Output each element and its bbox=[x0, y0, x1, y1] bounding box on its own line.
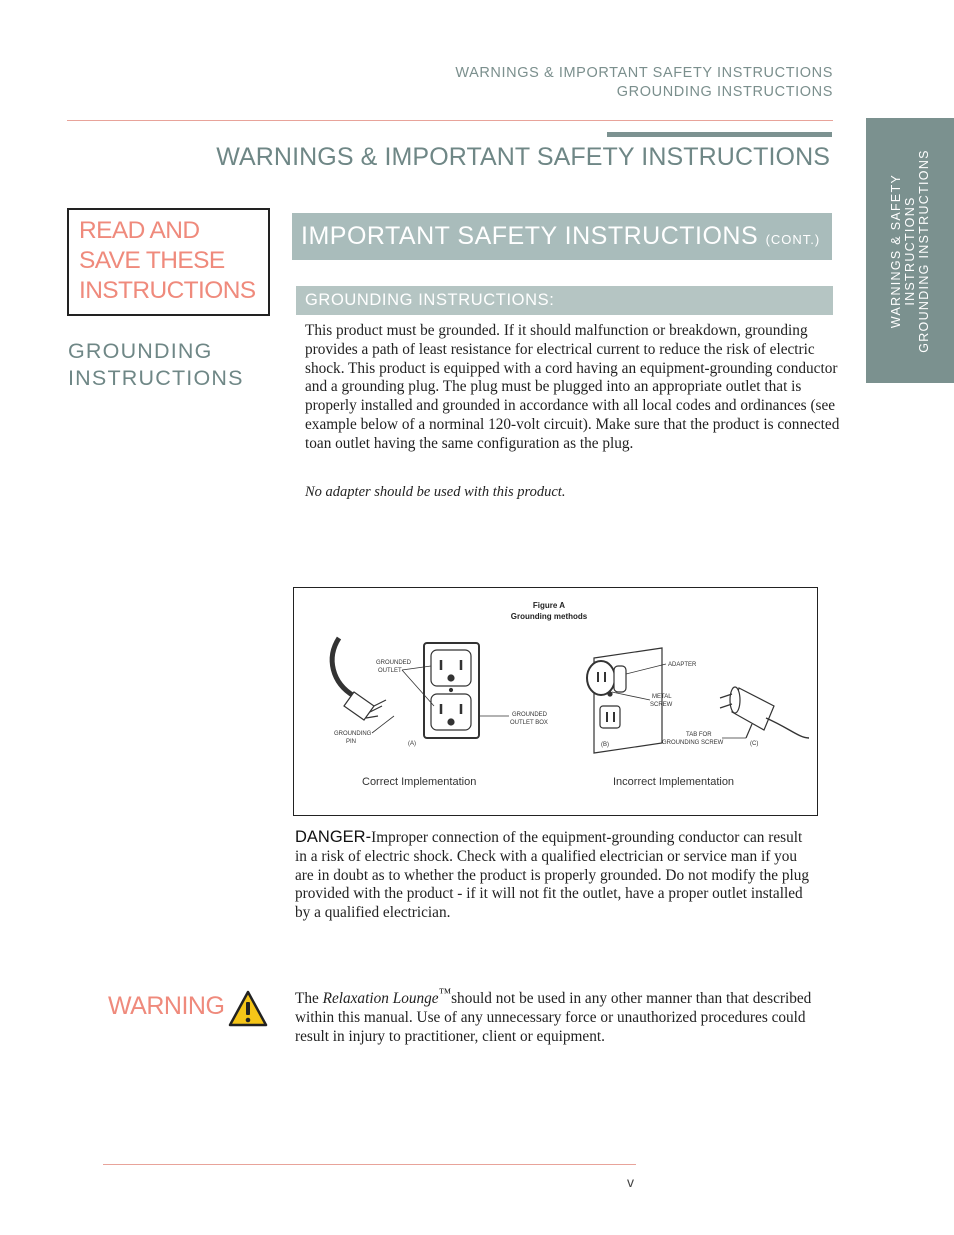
title-accent-bar bbox=[607, 132, 832, 137]
label-grounding-pin-2: PIN bbox=[346, 739, 357, 745]
adapter-plug-icon bbox=[720, 687, 809, 738]
section-suffix: (CONT.) bbox=[765, 232, 821, 247]
side-tab-line3: GROUNDING INSTRUCTIONS bbox=[917, 148, 931, 353]
bottom-rule bbox=[103, 1164, 636, 1165]
danger-text: Improper connection of the equipment-grounding conductor can result in a risk of electric shock. Check with a qualified electrician or service man if you are in doubt as to whether the product is properly grounded. Do not modify the plug provided with the product - if it will not fit the outlet, have a proper outlet installed by a qualified electrician. bbox=[295, 829, 810, 922]
trademark: ™ bbox=[438, 986, 452, 1000]
read-box-line1: READ AND bbox=[79, 217, 200, 244]
left-subheading-line2: INSTRUCTIONS bbox=[68, 366, 244, 390]
left-subheading bbox=[68, 338, 244, 392]
read-and-save-box bbox=[67, 208, 270, 316]
running-header bbox=[455, 64, 833, 102]
wall-outlet-adapter-icon bbox=[587, 648, 662, 753]
grounding-plug-icon bbox=[332, 638, 386, 720]
running-header-line1: WARNINGS & IMPORTANT SAFETY INSTRUCTIONS bbox=[455, 65, 833, 81]
subsection-heading bbox=[296, 286, 833, 315]
side-tab-text bbox=[889, 149, 931, 353]
figure-title-line2: Grounding methods bbox=[510, 612, 588, 621]
label-grounded-outlet: GROUNDED bbox=[376, 660, 412, 666]
running-header-line2: GROUNDING INSTRUCTIONS bbox=[616, 84, 833, 100]
side-tab bbox=[866, 118, 954, 383]
section-heading bbox=[292, 213, 832, 260]
figure-title-line1: Figure A bbox=[532, 601, 566, 610]
grounding-paragraph: This product must be grounded. If it should malfunction or breakdown, grounding provides a path of least resistance for electrical current to reduce the risk of electric shock. This product is equipped with a cord having an equipment-grounding conductor and a grounding plug. The plug must be plugged into an appropriate outlet that is properly installed and grounded in accordance with all local codes and ordinances (see example below of a norminal 120-volt circuit). Make sure that the product is connected toan outlet having the same configuration as the plug. bbox=[305, 322, 840, 452]
label-grounding-pin: GROUNDING bbox=[334, 731, 372, 737]
grounding-figure bbox=[293, 587, 818, 816]
read-box-line3: INSTRUCTIONS bbox=[79, 277, 256, 304]
warning-paragraph bbox=[295, 984, 815, 1046]
label-a: (A) bbox=[408, 741, 416, 747]
warning-label: WARNING bbox=[108, 992, 225, 1020]
side-tab-line1: WARNINGS & SAFETY bbox=[889, 173, 903, 328]
top-rule bbox=[67, 120, 833, 121]
label-grounded-outlet-2: OUTLET bbox=[378, 668, 402, 674]
caption-incorrect: Incorrect Implementation bbox=[613, 776, 735, 788]
left-subheading-line1: GROUNDING bbox=[68, 339, 213, 363]
side-tab-line2: INSTRUCTIONS bbox=[903, 195, 917, 306]
label-c: (C) bbox=[750, 741, 759, 747]
subsection-title: GROUNDING INSTRUCTIONS: bbox=[305, 291, 555, 309]
danger-label: DANGER- bbox=[295, 828, 372, 846]
warning-triangle-icon bbox=[228, 990, 268, 1033]
label-outlet-box-2: OUTLET BOX bbox=[510, 720, 548, 726]
label-adapter: ADAPTER bbox=[668, 662, 697, 668]
label-tab-2: GROUNDING SCREW bbox=[662, 740, 724, 746]
danger-paragraph bbox=[295, 828, 815, 923]
duplex-outlet-icon bbox=[424, 643, 479, 738]
label-metal-screw: METAL bbox=[652, 694, 672, 700]
section-heading-text bbox=[301, 222, 820, 251]
label-metal-screw-2: SCREW bbox=[650, 702, 673, 708]
warning-text-before: The bbox=[295, 990, 323, 1008]
read-and-save-text bbox=[79, 216, 256, 306]
page-number: v bbox=[627, 1174, 634, 1190]
page-title: WARNINGS & IMPORTANT SAFETY INSTRUCTIONS bbox=[216, 143, 830, 171]
label-b: (B) bbox=[601, 742, 609, 748]
warning-text-after: should not be used in any other manner than that described within this manual. Use of any unnecessary force or unauthorized procedures could result in injury to practitioner, client or equipment. bbox=[295, 990, 812, 1045]
label-outlet-box: GROUNDED bbox=[512, 712, 548, 718]
brand-name: Relaxation Lounge bbox=[322, 990, 439, 1008]
caption-correct: Correct Implementation bbox=[362, 776, 477, 788]
adapter-note: No adapter should be used with this product. bbox=[305, 484, 566, 500]
section-title: IMPORTANT SAFETY INSTRUCTIONS bbox=[301, 222, 759, 250]
read-box-line2: SAVE THESE bbox=[79, 247, 225, 274]
label-tab: TAB FOR bbox=[686, 732, 712, 738]
